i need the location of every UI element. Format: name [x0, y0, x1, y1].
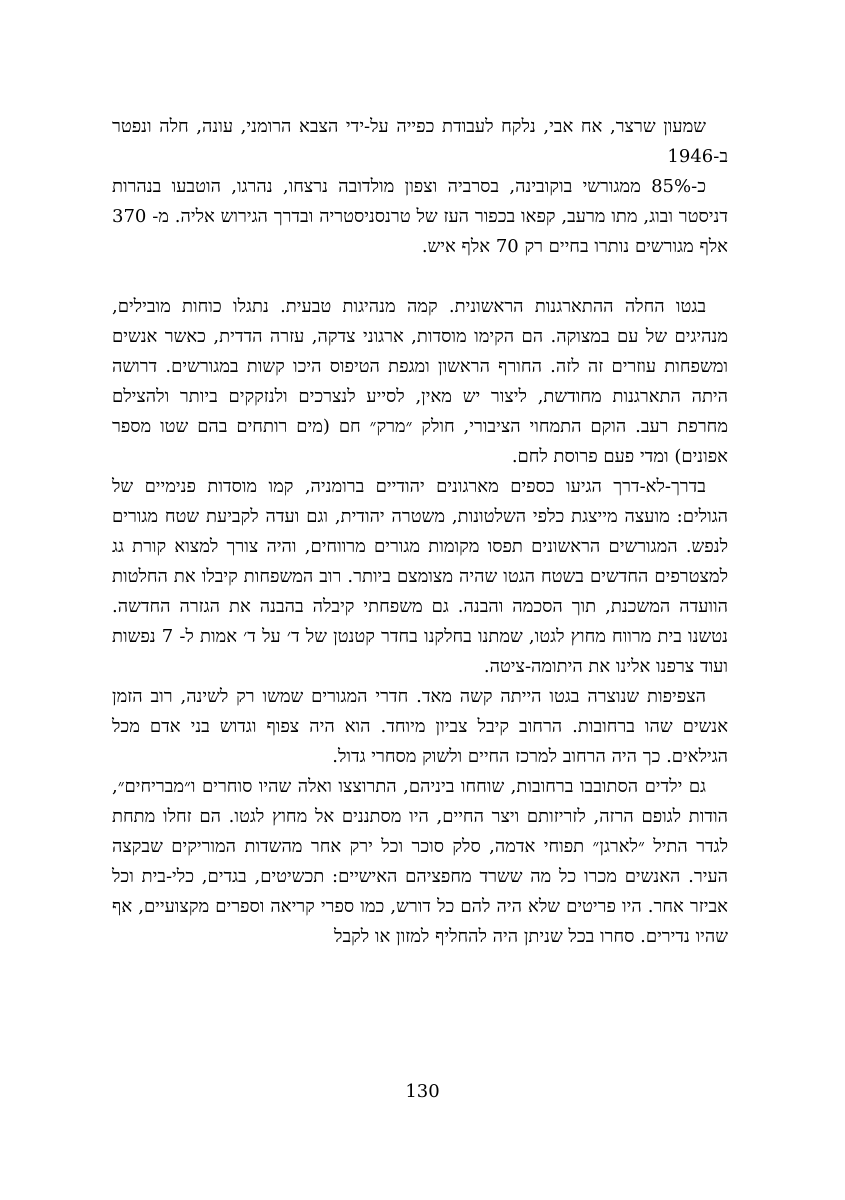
paragraph-crowding: הצפיפות שנוצרה בגטו הייתה קשה מאד. חדרי המגורים שמשו רק לשינה, רוב הזמן אנשים שהו ברחובות. הרחוב קיבל צביון מיוחד. הוא היה צפוף וגדוש בני אדם מכל הגילאים. כך היה הרחוב למרכז החיים ולשוק מסחרי גדול.: [112, 686, 728, 767]
paragraph-deportees-statistics: כ-85% ממגורשי בוקובינה, בסרביה וצפון מולדובה נרצחו, נהרגו, הוטבעו בנהרות דניסטר ובוג, מתו מרעב, קפאו בכפור העז של טרנסניסטריה ובדרך הגירוש אליה. מ- 370 אלף מגורשים נותרו בחיים רק 70 אלף איש.: [112, 176, 728, 257]
paragraph-gap: [112, 262, 728, 292]
page-number: 130: [405, 1081, 440, 1102]
paragraph-shimon: שמעון שרצר, אח אבי, נלקח לעבודת כפייה על-ידי הצבא הרומני, עונה, חלה ונפטר ב-1946: [112, 116, 728, 167]
paragraph-institutions: בדרך-לא-דרך הגיעו כספים מארגונים יהודיים ברומניה, קמו מוסדות פנימיים של הגולים: מועצה מייצגת כלפי השלטונות, משטרה יהודית, וגם ועדה לקביעת שטח מגורים לנפש. המגורשים הראשונים תפסו מקומות מגורים מרווחים, והיה צורך למצוא קורת גג למצטרפים החדשים בשטח הגטו שהיה מצומצם ביותר. רוב המשפחות קיבלו את החלטות הוועדה המשכנת, תוך הסכמה והבנה. גם משפחתי קיבלה בהבנה את הגזרה החדשה. נטשנו בית מרווח מחוץ לגטו, שמתנו בחלקנו בחדר קטנטן של ד׳ על ד׳ אמות ל- 7 נפשות ועוד צרפנו אלינו את היתומה-ציטה.: [112, 476, 728, 677]
paragraph-ghetto-organization: בגטו החלה ההתארגנות הראשונית. קמה מנהיגות טבעית. נתגלו כוחות מובילים, מנהיגים של עם במצוקה. הם הקימו מוסדות, ארגוני צדקה, עזרה הדדית, כאשר אנשים ומשפחות עוזרים זה לזה. החורף הראשון ומגפת הטיפוס היכו קשות במגורשים. דרושה היתה התארגנות מחודשת, ליצור יש מאין, לסייע לנצרכים ולנזקקים ביותר ולהצילם מחרפת רעב. הוקם התמחוי הציבורי, חולק ״מרק״ חם (מים רותחים בהם שטו מספר אפונים) ומדי פעם פרוסת לחם.: [112, 296, 728, 467]
paragraph-children-trade: גם ילדים הסתובבו ברחובות, שוחחו ביניהם, התרוצצו ואלה שהיו סוחרים ו״מבריחים״, הודות לגופם הרזה, לזריזותם ויצר החיים, היו מסתננים אל מחוץ לגטו. הם זחלו מתחת לגדר התיל ״לארגן״ תפוחי אדמה, סלק סוכר וכל ירק אחר מהשדות המוריקים שבקצה העיר. האנשים מכרו כל מה ששרד מחפציהם האישיים: תכשיטים, בגדים, כלי-בית וכל אביזר אחר. היו פריטים שלא היה להם כל דורש, כמו ספרי קריאה וספרים מקצועיים, אף שהיו נדירים. סחרו בכל שניתן היה להחליף למזון או לקבל: [112, 776, 728, 947]
document-body: [112, 112, 728, 952]
